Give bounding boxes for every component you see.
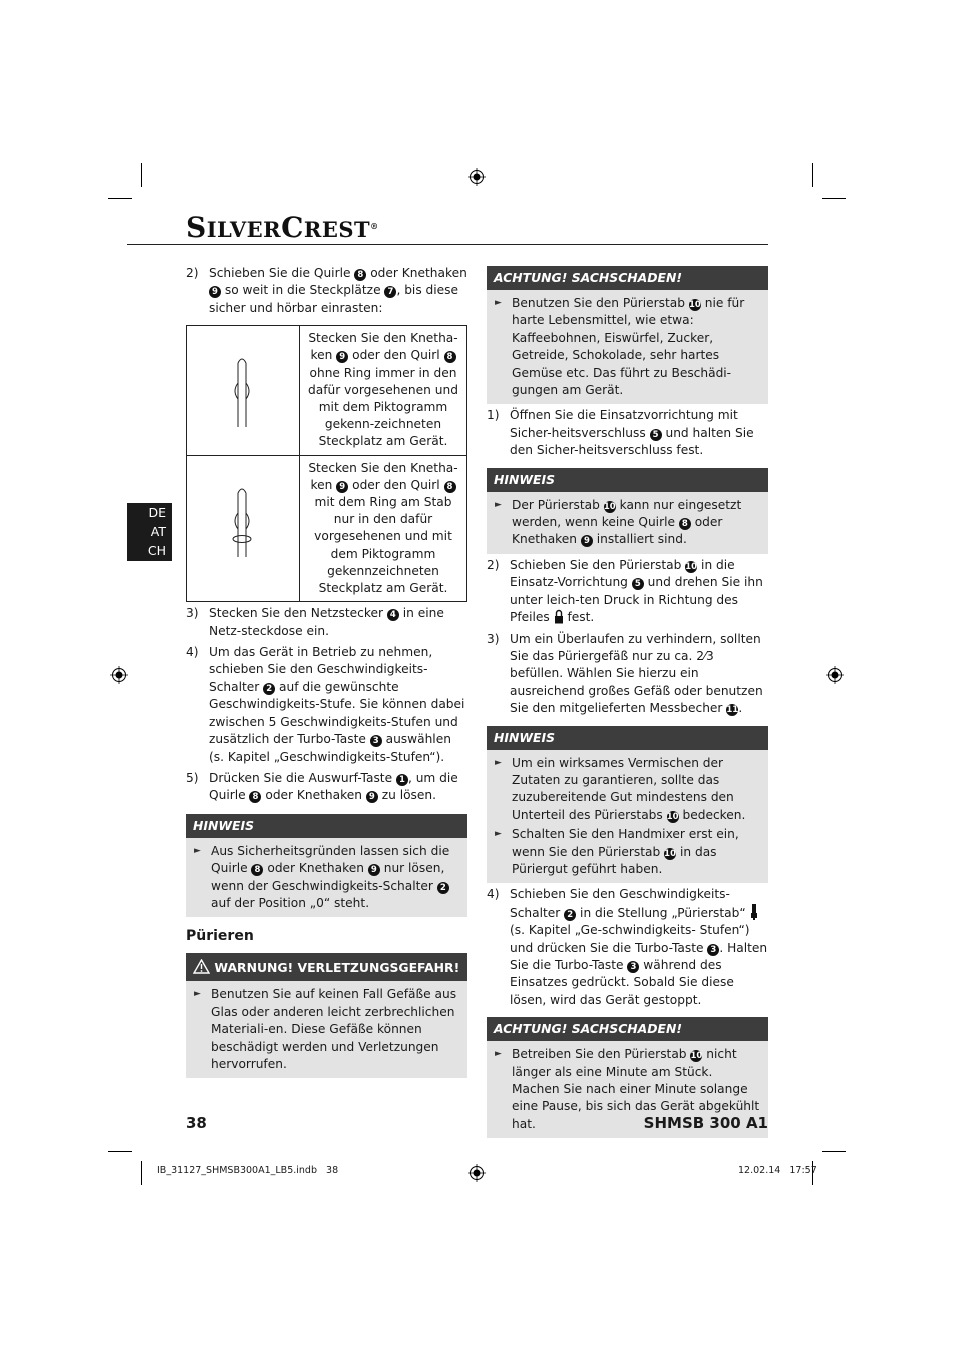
- ref-number: 8: [679, 518, 691, 530]
- right-column: [487, 266, 768, 1138]
- warnung-bullet: ► Benutzen Sie auf keinen Fall Gefäße aus Glas oder anderen leicht zerbrechlichen Materiali-en. Diese Gefäße können beschädigt werden und Verletzungen hervorrufen.: [194, 986, 459, 1073]
- language-tab: [127, 503, 172, 561]
- crop-mark: [141, 1161, 142, 1185]
- ref-number: 9: [336, 481, 348, 493]
- ref-number: 1: [396, 774, 408, 786]
- ref-number: 10: [690, 1051, 703, 1062]
- step-4-turbo: 4) Schieben Sie den Geschwindigkeits-Schalter 2 in die Stellung „Pürierstab“ (s. Kapitel „Ge-schwindigkeits- Stufen“) und drücken Sie die Turbo-Taste 3 . Halten Sie die Turbo-Taste 3 während des Einsatzes gedrückt. Sobald Sie diese lösen, wird das Gerät gestoppt.: [487, 887, 768, 1007]
- ref-number: 10: [688, 300, 701, 310]
- crop-mark: [108, 1151, 132, 1152]
- registration-mark-icon: [826, 666, 844, 684]
- hinweis-title: HINWEIS: [487, 726, 768, 750]
- warning-triangle-icon: [193, 959, 210, 974]
- ref-number: 9: [336, 351, 348, 363]
- warnung-box: [186, 953, 467, 1078]
- step-3-netzstecker: 3) Stecken Sie den Netzstecker 4 in eine Netz-steckdose ein.: [186, 606, 444, 638]
- achtung-bullet: ► Betreiben Sie den Pürierstab 10 nicht länger als eine Minute am Stück. Machen Sie nach einer Minute solange eine Pause, bis sich das Gerät abgekühlt hat.: [495, 1046, 760, 1133]
- ref-number: 4: [387, 609, 399, 621]
- ref-number: 5: [650, 429, 662, 441]
- ref-number: 3: [707, 944, 719, 956]
- table-cell-image: [187, 326, 300, 455]
- ref-number: 8: [444, 351, 456, 363]
- ref-number: 10: [685, 561, 698, 572]
- hinweis-box: [487, 726, 768, 884]
- achtung-box: [487, 266, 768, 404]
- hinweis-box: [186, 814, 467, 918]
- hinweis-title: HINWEIS: [186, 814, 467, 838]
- ref-number: 5: [632, 578, 644, 590]
- language-de: DE: [148, 505, 166, 520]
- table-row: [187, 326, 467, 455]
- registration-mark-icon: [468, 168, 486, 186]
- ref-number: 7: [384, 286, 396, 298]
- blender-icon: [750, 904, 758, 920]
- ref-number: 11: [726, 705, 739, 716]
- ref-number: 9: [581, 535, 593, 547]
- step-2-puerierstab: 2) Schieben Sie den Pürierstab 10 in die Einsatz-Vorrichtung 5 und drehen Sie ihn unter leich-ten Druck in Richtung des Pfeiles fest.: [487, 557, 763, 625]
- ref-number: 8: [354, 269, 366, 281]
- achtung-title: ACHTUNG! SACHSCHADEN!: [487, 266, 768, 290]
- model-name: SHMSB 300 A1: [643, 1114, 768, 1132]
- language-at: AT: [150, 524, 166, 539]
- step-2-quirle: 2) Schieben Sie die Quirle 8 oder Knethaken 9 so weit in die Steckplätze 7 , bis diese sicher und hörbar einrasten:: [186, 266, 467, 315]
- hinweis-bullet: ► Um ein wirksames Vermischen der Zutaten zu garantieren, sollte das zuzubereitende Gut mindestens den Unterteil des Pürierstabs 10 bedecken.: [495, 755, 760, 825]
- ref-number: 10: [666, 811, 679, 822]
- table-cell-image: [187, 455, 300, 602]
- section-title: Pürieren: [186, 928, 254, 945]
- step-1-einsatz: 1) Öffnen Sie die Einsatzvorrichtung mit Sicher-heitsverschluss 5 und halten Sie den Sicher-heitsverschluss fest.: [487, 408, 754, 458]
- hinweis-bullet: ► Schalten Sie den Handmixer erst ein, wenn Sie den Pürierstab 10 in das Püriergut geführt haben.: [495, 826, 760, 878]
- step-4-betrieb: 4) Um das Gerät in Betrieb zu nehmen, schieben Sie den Geschwindigkeits-Schalter 2 auf die gewünschte Geschwindigkeits-Stufe. Sie können dabei zwischen 5 Geschwindigkeits-Stufen und zusätzlich der Turbo-Taste 3 auswählen (s. Kapitel „Geschwindigkeits-Stufen“).: [186, 645, 465, 764]
- crop-mark: [141, 163, 142, 187]
- ref-number: 9: [368, 864, 380, 876]
- registration-mark-icon: [468, 1164, 486, 1182]
- lock-icon: [554, 609, 564, 624]
- table-row: [187, 455, 467, 602]
- achtung-bullet: ► Benutzen Sie den Pürierstab 10 nie für harte Lebensmittel, wie etwa: Kaffeebohnen, Eiswürfel, Zucker, Getreide, Schokolade, sehr hartes Gemüse etc. Das führt zu Beschädi-gungen am Gerät.: [495, 295, 760, 399]
- crop-mark: [108, 198, 132, 199]
- ref-number: 2: [437, 882, 449, 894]
- language-ch: CH: [147, 543, 166, 558]
- table-cell-text: Stecken Sie den Knetha-ken 9 oder den Quirl 8 ohne Ring immer in den dafür vorgesehenen und mit dem Piktogramm gekenn-zeichneten Steckplatz am Gerät.: [300, 326, 467, 455]
- page-number: 38: [186, 1114, 207, 1132]
- brand-logo: SILVERCREST®: [186, 211, 379, 244]
- hinweis-box: [487, 468, 768, 554]
- warnung-title: WARNUNG! VERLETZUNGSGEFAHR!: [214, 960, 460, 976]
- crop-mark: [812, 163, 813, 187]
- registration-mark-icon: [110, 666, 128, 684]
- whisk-with-ring-icon: [188, 457, 296, 575]
- ref-number: 9: [209, 286, 221, 298]
- ref-number: 2: [263, 683, 275, 695]
- hinweis-title: HINWEIS: [487, 468, 768, 492]
- step-3-ueberlaufen: 3) Um ein Überlaufen zu verhindern, sollten Sie das Püriergefäß nur zu ca. 2⁄3 befüllen. Wählen Sie hierzu ein ausreichend großes Gefäß oder benutzen Sie den mitgelieferten Messbecher 11.: [487, 631, 763, 716]
- ref-number: 2: [564, 909, 576, 921]
- ref-number: 3: [370, 735, 382, 747]
- whisk-without-ring-icon: [188, 327, 296, 445]
- crop-mark: [822, 1151, 846, 1152]
- hinweis-bullet: ► Der Pürierstab 10 kann nur eingesetzt werden, wenn keine Quirle 8 oder Knethaken 9 installiert sind.: [495, 497, 760, 549]
- ref-number: 9: [366, 791, 378, 803]
- header-rule: [127, 244, 768, 245]
- ref-number: 8: [249, 791, 261, 803]
- table-cell-text: Stecken Sie den Knetha-ken 9 oder den Quirl 8 mit dem Ring am Stab nur in den dafür vorgesehenen und mit dem Piktogramm gekennzeichneten Steckplatz am Gerät.: [300, 455, 467, 602]
- ref-number: 3: [627, 961, 639, 973]
- ref-number: 10: [603, 501, 616, 512]
- left-column: [186, 265, 467, 1078]
- ref-number: 10: [664, 848, 677, 859]
- print-datetime: 12.02.14 17:57: [738, 1165, 817, 1176]
- registered-mark: ®: [370, 221, 379, 231]
- print-file-info: IB_31127_SHMSB300A1_LB5.indb 38: [157, 1165, 339, 1176]
- crop-mark: [822, 198, 846, 199]
- ref-number: 8: [444, 481, 456, 493]
- achtung-title: ACHTUNG! SACHSCHADEN!: [487, 1017, 768, 1041]
- whisk-table: [186, 325, 467, 602]
- ref-number: 8: [251, 864, 263, 876]
- hinweis-bullet: ► Aus Sicherheitsgründen lassen sich die Quirle 8 oder Knethaken 9 nur lösen, wenn der Geschwindigkeits-Schalter 2 auf der Position „0“ steht.: [194, 843, 459, 913]
- step-5-auswurf: 5) Drücken Sie die Auswurf-Taste 1 , um die Quirle 8 oder Knethaken 9 zu lösen.: [186, 770, 458, 803]
